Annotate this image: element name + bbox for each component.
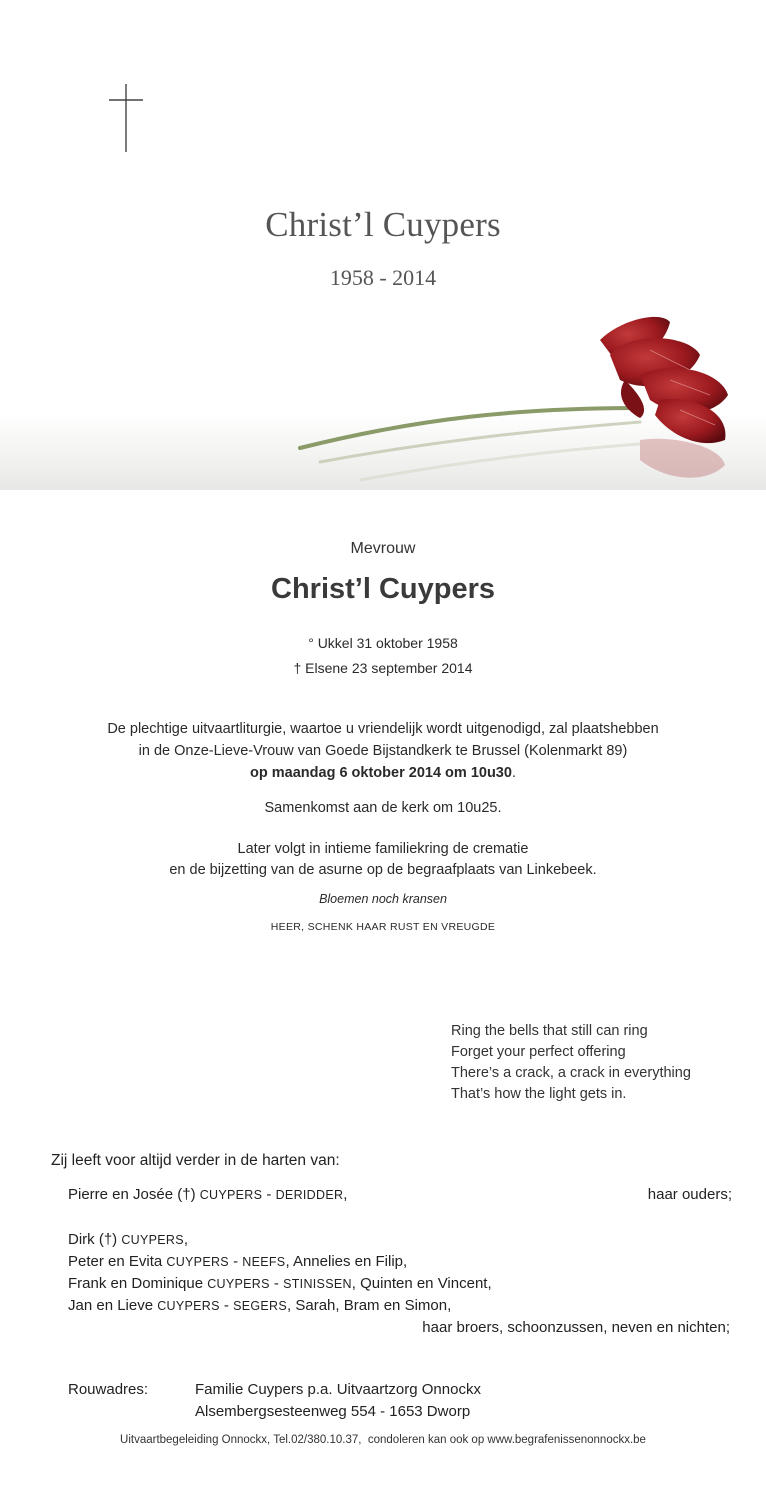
quote-line: Ring the bells that still can ring xyxy=(451,1023,648,1039)
deceased-name: Christ’l Cuypers xyxy=(271,573,495,605)
quote-line: That’s how the light gets in. xyxy=(451,1086,627,1102)
honorific: Mevrouw xyxy=(350,540,416,557)
family-text: - xyxy=(228,1253,243,1270)
family-surname: CUYPERS xyxy=(199,1188,263,1202)
family-surname: SEGERS xyxy=(233,1299,288,1313)
liturgy-date-end: . xyxy=(511,765,516,781)
family-text: - xyxy=(269,1275,284,1292)
family-text: , xyxy=(343,1186,348,1203)
header-years: 1958 - 2014 xyxy=(329,265,437,290)
family-sibling xyxy=(68,1275,492,1292)
birth-line: ° Ukkel 31 oktober 1958 xyxy=(308,635,458,651)
family-text: , Annelies en Filip, xyxy=(285,1253,408,1270)
family-sibling xyxy=(68,1231,188,1248)
address-label: Rouwadres: xyxy=(68,1381,149,1398)
quote-block xyxy=(451,1021,691,1105)
family-text: - xyxy=(219,1297,234,1314)
family-text: Jan en Lieve xyxy=(68,1297,158,1314)
family-surname: NEEFS xyxy=(242,1255,286,1269)
parents-relation: haar ouders; xyxy=(647,1186,732,1203)
liturgy-date xyxy=(0,762,766,784)
family-text: Frank en Dominique xyxy=(68,1275,208,1292)
quote-line: There’s a crack, a crack in everything xyxy=(451,1065,691,1081)
liturgy-line-2: in de Onze-Lieve-Vrouw van Goede Bijstandkerk te Brussel (Kolenmarkt 89) xyxy=(138,743,628,759)
family-text: Pierre en Josée (†) xyxy=(68,1186,200,1203)
family-text: - xyxy=(262,1186,276,1203)
family-text: , Quinten en Vincent, xyxy=(351,1275,492,1292)
rose-banner-image xyxy=(0,300,766,490)
liturgy-date-text: op maandag 6 oktober 2014 om 10u30 xyxy=(250,765,512,781)
death-line: † Elsene 23 september 2014 xyxy=(293,660,473,676)
family-intro: Zij leeft voor altijd verder in de harten van: xyxy=(51,1152,340,1169)
liturgy-line-1: De plechtige uitvaartliturgie, waartoe u vriendelijk wordt uitgenodigd, zal plaatshebben xyxy=(107,721,659,737)
family-sibling xyxy=(68,1253,407,1270)
family-text: , xyxy=(183,1231,189,1248)
address-line-2: Alsembergsesteenweg 554 - 1653 Dworp xyxy=(195,1403,471,1420)
family-text: Peter en Evita xyxy=(68,1253,167,1270)
family-text: , Sarah, Bram en Simon, xyxy=(287,1297,452,1314)
header-name: Christ’l Cuypers xyxy=(265,205,501,244)
family-sibling xyxy=(68,1297,451,1314)
cross-icon xyxy=(106,84,146,152)
meeting-line: Samenkomst aan de kerk om 10u25. xyxy=(264,800,502,816)
flowers-note: Bloemen noch kransen xyxy=(319,892,447,906)
cremation-line-1: Later volgt in intieme familiekring de crematie xyxy=(237,841,529,857)
prayer-line: HEER, SCHENK HAAR RUST EN VREUGDE xyxy=(270,921,496,933)
cremation-line-2: en de bijzetting van de asurne op de begraafplaats van Linkebeek. xyxy=(169,862,597,878)
quote-line: Forget your perfect offering xyxy=(451,1044,626,1060)
family-surname: DERIDDER xyxy=(275,1188,344,1202)
footer-contact: Uitvaartbegeleiding Onnockx, Tel.02/380.10.37, condoleren kan ook op www.begrafenissenonnockx.be xyxy=(120,1434,646,1446)
siblings-relation: haar broers, schoonzussen, neven en nichten; xyxy=(422,1319,730,1336)
family-surname: STINISSEN xyxy=(283,1277,352,1291)
family-surname: CUYPERS xyxy=(157,1299,220,1313)
family-surname: CUYPERS xyxy=(121,1233,184,1247)
address-line-1: Familie Cuypers p.a. Uitvaartzorg Onnockx xyxy=(195,1381,481,1398)
family-surname: CUYPERS xyxy=(166,1255,229,1269)
family-surname: CUYPERS xyxy=(207,1277,270,1291)
family-text: Dirk (†) xyxy=(68,1231,122,1248)
